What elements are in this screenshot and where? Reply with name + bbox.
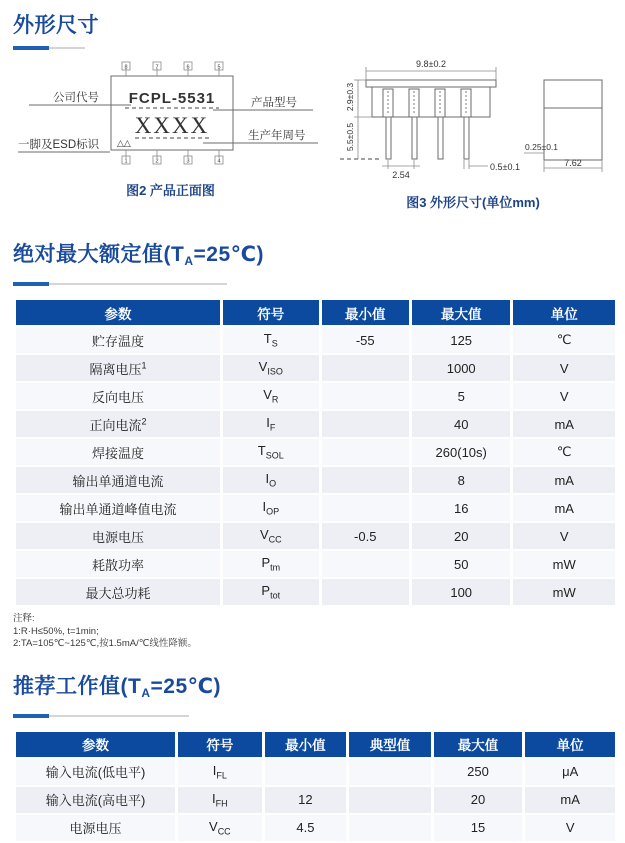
pin-number: 4 [217, 158, 221, 165]
min-cell: 12 [265, 787, 347, 813]
max-cell: 1000 [412, 355, 511, 381]
figures-row [13, 56, 618, 211]
param-cell: 电源电压 [16, 523, 220, 549]
param-cell: 焊接温度 [16, 439, 220, 465]
col-header-unit: 单位 [513, 300, 615, 325]
max-cell: 125 [412, 327, 511, 353]
col-header-max: 最大值 [412, 300, 511, 325]
table-row [16, 439, 615, 465]
min-cell [322, 355, 409, 381]
table-row [16, 355, 615, 381]
unit-cell: mW [513, 551, 615, 577]
symbol-cell: $I_F$ [223, 411, 318, 437]
min-cell: 4.5 [265, 815, 347, 841]
section-divider [13, 714, 618, 718]
esd-triangles: △△ [117, 138, 131, 148]
param-cell: 反向电压 [16, 383, 220, 409]
typ-cell [349, 787, 431, 813]
symbol-cell: $I_O$ [223, 467, 318, 493]
col-header-param: 参数 [16, 300, 220, 325]
table-row [16, 383, 615, 409]
label-product-model: 产品型号 [251, 97, 297, 109]
note-line: 注释: [13, 613, 35, 624]
max-cell: 20 [412, 523, 511, 549]
table-row [16, 815, 615, 841]
min-cell [322, 383, 409, 409]
min-cell: -0.5 [322, 523, 409, 549]
symbol-cell: $V_{CC}$ [178, 815, 262, 841]
section-title-outline: 外形尺寸 [13, 14, 99, 37]
unit-cell: V [513, 355, 615, 381]
symbol-cell: $P_{tot}$ [223, 579, 318, 605]
min-cell: -55 [322, 327, 409, 353]
section-title-abs-max: 绝对最大额定值(TA=25℃) [13, 243, 265, 268]
param-cell: 输出单通道电流 [16, 467, 220, 493]
table-row [16, 787, 615, 813]
pin-number: 7 [155, 64, 159, 71]
param-cell: 隔离电压$^1$ [16, 355, 220, 381]
min-cell [322, 495, 409, 521]
label-year-week: 生产年周号 [248, 130, 306, 142]
unit-cell: mW [513, 579, 615, 605]
symbol-cell: $I_{FH}$ [178, 787, 262, 813]
dim-standoff: 0.25±0.1 [525, 142, 559, 152]
figure3-block [328, 56, 618, 211]
dim-row-spacing: 7.62 [564, 158, 582, 168]
max-cell: 8 [412, 467, 511, 493]
recommended-table [13, 730, 618, 843]
max-cell: 20 [434, 787, 523, 813]
section-title-recommended: 推荐工作值(TA=25℃) [13, 674, 222, 700]
param-cell: 输入电流(低电平) [16, 759, 175, 785]
symbol-cell: $I_{FL}$ [178, 759, 262, 785]
unit-cell: mA [513, 411, 615, 437]
symbol-cell: $I_{OP}$ [223, 495, 318, 521]
table-header-row [16, 300, 615, 325]
col-header-param: 参数 [16, 732, 175, 757]
unit-cell: V [513, 523, 615, 549]
typ-cell [349, 759, 431, 785]
pin-number: 3 [186, 158, 190, 165]
typ-cell [349, 815, 431, 841]
figure2-caption: 图2 产品正面图 [126, 183, 215, 198]
dim-pin-width: 0.5±0.1 [490, 162, 520, 172]
figure2-drawing [13, 56, 328, 178]
min-cell [322, 579, 409, 605]
param-cell: 贮存温度 [16, 327, 220, 353]
unit-cell: μA [525, 759, 615, 785]
unit-cell: ℃ [513, 327, 615, 353]
pin-number: 2 [155, 158, 159, 165]
unit-cell: V [525, 815, 615, 841]
symbol-cell: $V_{ISO}$ [223, 355, 318, 381]
min-cell [265, 759, 347, 785]
part-number-marking: FCPL-5531 [128, 90, 216, 107]
min-cell [322, 439, 409, 465]
date-code-marking: XXXX [134, 113, 210, 138]
min-cell [322, 551, 409, 577]
param-cell: 最大总功耗 [16, 579, 220, 605]
table-row [16, 579, 615, 605]
symbol-cell: $V_R$ [223, 383, 318, 409]
symbol-cell: $T_{SOL}$ [223, 439, 318, 465]
dim-pin-length: 5.5±0.5 [345, 122, 355, 152]
table-notes [13, 613, 618, 651]
col-header-symbol: 符号 [178, 732, 262, 757]
table-row [16, 551, 615, 577]
section-divider [13, 46, 618, 50]
unit-cell: V [513, 383, 615, 409]
table-row [16, 467, 615, 493]
col-header-min: 最小值 [322, 300, 409, 325]
table-row [16, 495, 615, 521]
unit-cell: ℃ [513, 439, 615, 465]
max-cell: 15 [434, 815, 523, 841]
table-row [16, 523, 615, 549]
max-cell: 50 [412, 551, 511, 577]
param-cell: 输入电流(高电平) [16, 787, 175, 813]
col-header-max: 最大值 [434, 732, 523, 757]
max-cell: 250 [434, 759, 523, 785]
pin-number: 1 [124, 158, 128, 165]
dim-body-height: 2.9±0.3 [345, 82, 355, 112]
col-header-unit: 单位 [525, 732, 615, 757]
param-cell: 输出单通道峰值电流 [16, 495, 220, 521]
unit-cell: mA [513, 495, 615, 521]
figure3-drawing [328, 56, 618, 190]
max-cell: 40 [412, 411, 511, 437]
dim-body-width: 9.8±0.2 [416, 59, 446, 69]
pin-number: 8 [124, 64, 128, 71]
unit-cell: mA [525, 787, 615, 813]
min-cell [322, 411, 409, 437]
max-cell: 16 [412, 495, 511, 521]
min-cell [322, 467, 409, 493]
label-company-code: 公司代号 [53, 92, 99, 104]
max-cell: 5 [412, 383, 511, 409]
col-header-typ: 典型值 [349, 732, 431, 757]
param-cell: 正向电流$^2$ [16, 411, 220, 437]
table-row [16, 411, 615, 437]
abs-max-table [13, 298, 618, 607]
note-line: 2:TA=105℃~125℃,按1.5mA/℃线性降额。 [13, 638, 197, 650]
max-cell: 260(10s) [412, 439, 511, 465]
section-divider [13, 282, 618, 286]
dim-pitch: 2.54 [392, 170, 410, 180]
max-cell: 100 [412, 579, 511, 605]
param-cell: 电源电压 [16, 815, 175, 841]
col-header-min: 最小值 [265, 732, 347, 757]
figure3-caption: 图3 外形尺寸(单位mm) [406, 195, 540, 210]
symbol-cell: $T_S$ [223, 327, 318, 353]
unit-cell: mA [513, 467, 615, 493]
pin-number: 6 [186, 64, 190, 71]
table-header-row [16, 732, 615, 757]
symbol-cell: $V_{CC}$ [223, 523, 318, 549]
figure2-block [13, 56, 328, 199]
col-header-symbol: 符号 [223, 300, 318, 325]
label-pin1-esd: 一脚及ESD标识 [18, 139, 100, 151]
table-row [16, 327, 615, 353]
param-cell: 耗散功率 [16, 551, 220, 577]
pin-number: 5 [217, 64, 221, 71]
table-row [16, 759, 615, 785]
note-line: 1:R·H≤50%, t=1min; [13, 625, 99, 637]
symbol-cell: $P_{tm}$ [223, 551, 318, 577]
